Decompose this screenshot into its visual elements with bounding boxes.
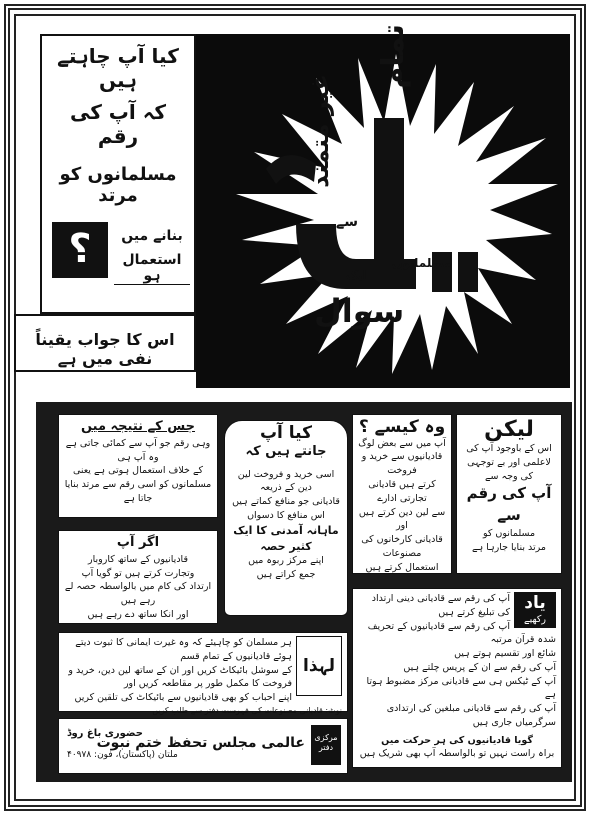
hero-word-se: سے — [336, 214, 358, 230]
yaad-line-6: آپ کی رقم سے قادیانی مبلغین کی ارتدادی سرگرمیاں جاری ہیں — [386, 703, 556, 728]
yaad-line-7: گویا قادیانیوں کی ہر حرکت میں — [381, 734, 533, 746]
jis-ke-line-3: مسلمانوں کو اسی رقم سے مرتد بنایا جاتا ہے — [64, 479, 212, 504]
lekin-line-4: مسلمانوں کو — [482, 527, 536, 539]
question-line-4b: استعمال ہو — [114, 252, 190, 285]
lekin-card — [456, 414, 562, 574]
lehaza-line-4: نوٹ: قادیانی مصنوعات کی فہرست دفتر سے طلب کریں — [152, 705, 342, 715]
kya-aap-card — [224, 420, 348, 616]
yaad-line-2: آپ کی رقم سے قادیانیوں کے تحریف شدہ قرآن مرتبہ — [367, 620, 556, 646]
question-line-4a: بنانے میں — [121, 228, 183, 244]
question-line-3: مسلمانوں کو مرتد — [59, 164, 177, 206]
yaad-badge — [514, 592, 556, 628]
kya-aap-sub: جانتے ہیں کہ — [245, 443, 327, 459]
lehaza-title-box — [296, 636, 342, 696]
yaad-line-8: براہ راست نہیں تو بالواسطہ آپ بھی شریک ہیں — [359, 748, 555, 760]
kya-aap-line-5: جمع کراتے ہیں — [256, 569, 316, 581]
question-box — [40, 34, 196, 314]
wo-kaise-line-4: سے لین دین کرتے ہیں اور — [358, 506, 446, 532]
agar-aap-line-4: اور انکا ساتھ دے رہے ہیں — [87, 608, 189, 620]
lekin-title: لیکن — [484, 417, 534, 442]
kya-aap-line-4: اپنے مرکز ربوہ میں — [248, 555, 324, 567]
yaad-line-3: شائع اور تقسیم ہوتے ہیں — [454, 648, 556, 660]
wo-kaise-line-6: استعمال کرتے ہیں — [365, 561, 439, 573]
wo-kaise-line-5: قادیانی کارخانوں کی مصنوعات — [361, 534, 443, 559]
jis-ke-line-2: کے خلاف استعمال ہوتی ہے یعنی — [72, 465, 204, 477]
kya-aap-line-1: اسی خرید و فروخت لین دین کے ذریعہ — [237, 468, 335, 494]
wo-kaise-card — [352, 414, 452, 574]
wo-kaise-title: وہ کیسے ؟ — [358, 417, 446, 437]
kya-aap-line-2: قادیانی جو منافع کماتے ہیں اس منافع کا دسواں — [232, 496, 340, 521]
hero-word-aik: ایک — [346, 268, 367, 282]
agar-aap-card — [58, 530, 218, 624]
hero-word-musalmanon: مسلمانوں — [392, 256, 452, 270]
org-name: عالمی مجلس تحفظ ختم نبوت — [96, 735, 305, 751]
answer-text: اس کا جواب یقیناً نفی میں ہے — [35, 330, 175, 368]
hero-word-tamam: تمام — [376, 24, 411, 89]
wo-kaise-line-3: کرتے ہیں قادیانی تجارتی ادارے — [368, 478, 436, 504]
lekin-line-5: مرتد بنایا جارہا ہے — [472, 541, 546, 553]
wo-kaise-line-2: قادیانیوں سے خرید و فروخت — [361, 451, 443, 477]
jis-ke-title: جس کے نتیجہ میں — [80, 419, 196, 434]
lekin-line-3: آپ کی رقم سے — [466, 484, 552, 525]
yaad-sub: رکھیے — [524, 613, 546, 625]
lehaza-line-3: اپنے احباب کو بھی قادیانیوں سے بائیکاٹ کی تلقین کریں — [74, 692, 292, 704]
answer-box — [14, 314, 196, 372]
markazi-daftar-badge: مرکزی دفتر — [311, 725, 341, 765]
kya-aap-title: کیا آپ — [259, 423, 313, 443]
agar-aap-title: اگر آپ — [116, 535, 160, 550]
lehaza-card — [58, 632, 348, 715]
question-line-1: کیا آپ چاہتے ہیں — [57, 44, 179, 92]
agar-aap-line-2: وتجارت کرتے ہیں تو گویا آپ — [81, 567, 195, 579]
yaad-line-5: آپ کے ٹیکس ہی سے قادیانی مرکز مضبوط ہوتا ہے — [366, 675, 556, 701]
wo-kaise-line-1: آپ میں سے بعض لوگ — [358, 437, 446, 449]
lehaza-title: لہذا — [303, 655, 335, 676]
lehaza-line-1: ہر مسلمان کو چاہیئے کہ وہ غیرت ایمانی کا ثبوت دیتے ہوئے قادیانیوں کے تمام قسم — [75, 637, 292, 662]
org-footer — [58, 718, 348, 774]
yaad-line-1: آپ کی رقم سے قادیانی دینی ارتداد کی تبلیغ کرتے ہیں — [371, 593, 510, 618]
lekin-line-2: لاعلمی اور بے توجہی کی وجہ سے — [467, 456, 551, 482]
agar-aap-line-1: قادیانیوں کے ساتھ کاروبار — [88, 553, 188, 565]
hero-word-ghair: غیر متمند — [306, 74, 334, 188]
kya-aap-line-3: ماہانہ آمدنی کا ایک کثیر حصہ — [233, 523, 339, 553]
hero-word-sawal: سوال — [314, 292, 405, 330]
question-mark-badge: ؟ — [52, 222, 108, 278]
yaad-card — [352, 588, 562, 768]
lekin-line-1: اس کے باوجود آپ کی — [466, 443, 552, 455]
hero-panel — [196, 24, 570, 388]
question-line-2: کہ آپ کی رقم — [69, 100, 167, 148]
jis-ke-card — [58, 414, 218, 518]
yaad-title: یاد — [524, 593, 546, 613]
jis-ke-line-1: وہی رقم جو آپ سے کمائی جاتی ہے وہ آپ ہی — [65, 437, 211, 463]
lehaza-line-2: کے سوشل بائیکاٹ کریں اور ان کے ساتھ لین دین، خرید و فروخت کا مکمل طور پر مقاطعہ کریں اور — [68, 664, 292, 690]
org-address-1: حضوری باغ روڈ — [67, 728, 143, 739]
yaad-line-4: آپ کی رقم سے ان کے پریس چلتے ہیں — [403, 661, 556, 673]
agar-aap-line-3: ارتداد کی کام میں بالواسطہ حصہ لے رہے ہیں — [64, 581, 212, 607]
org-address-2: ملتان (پاکستان)، فون: ۴۰۹۷۸ — [67, 750, 178, 760]
